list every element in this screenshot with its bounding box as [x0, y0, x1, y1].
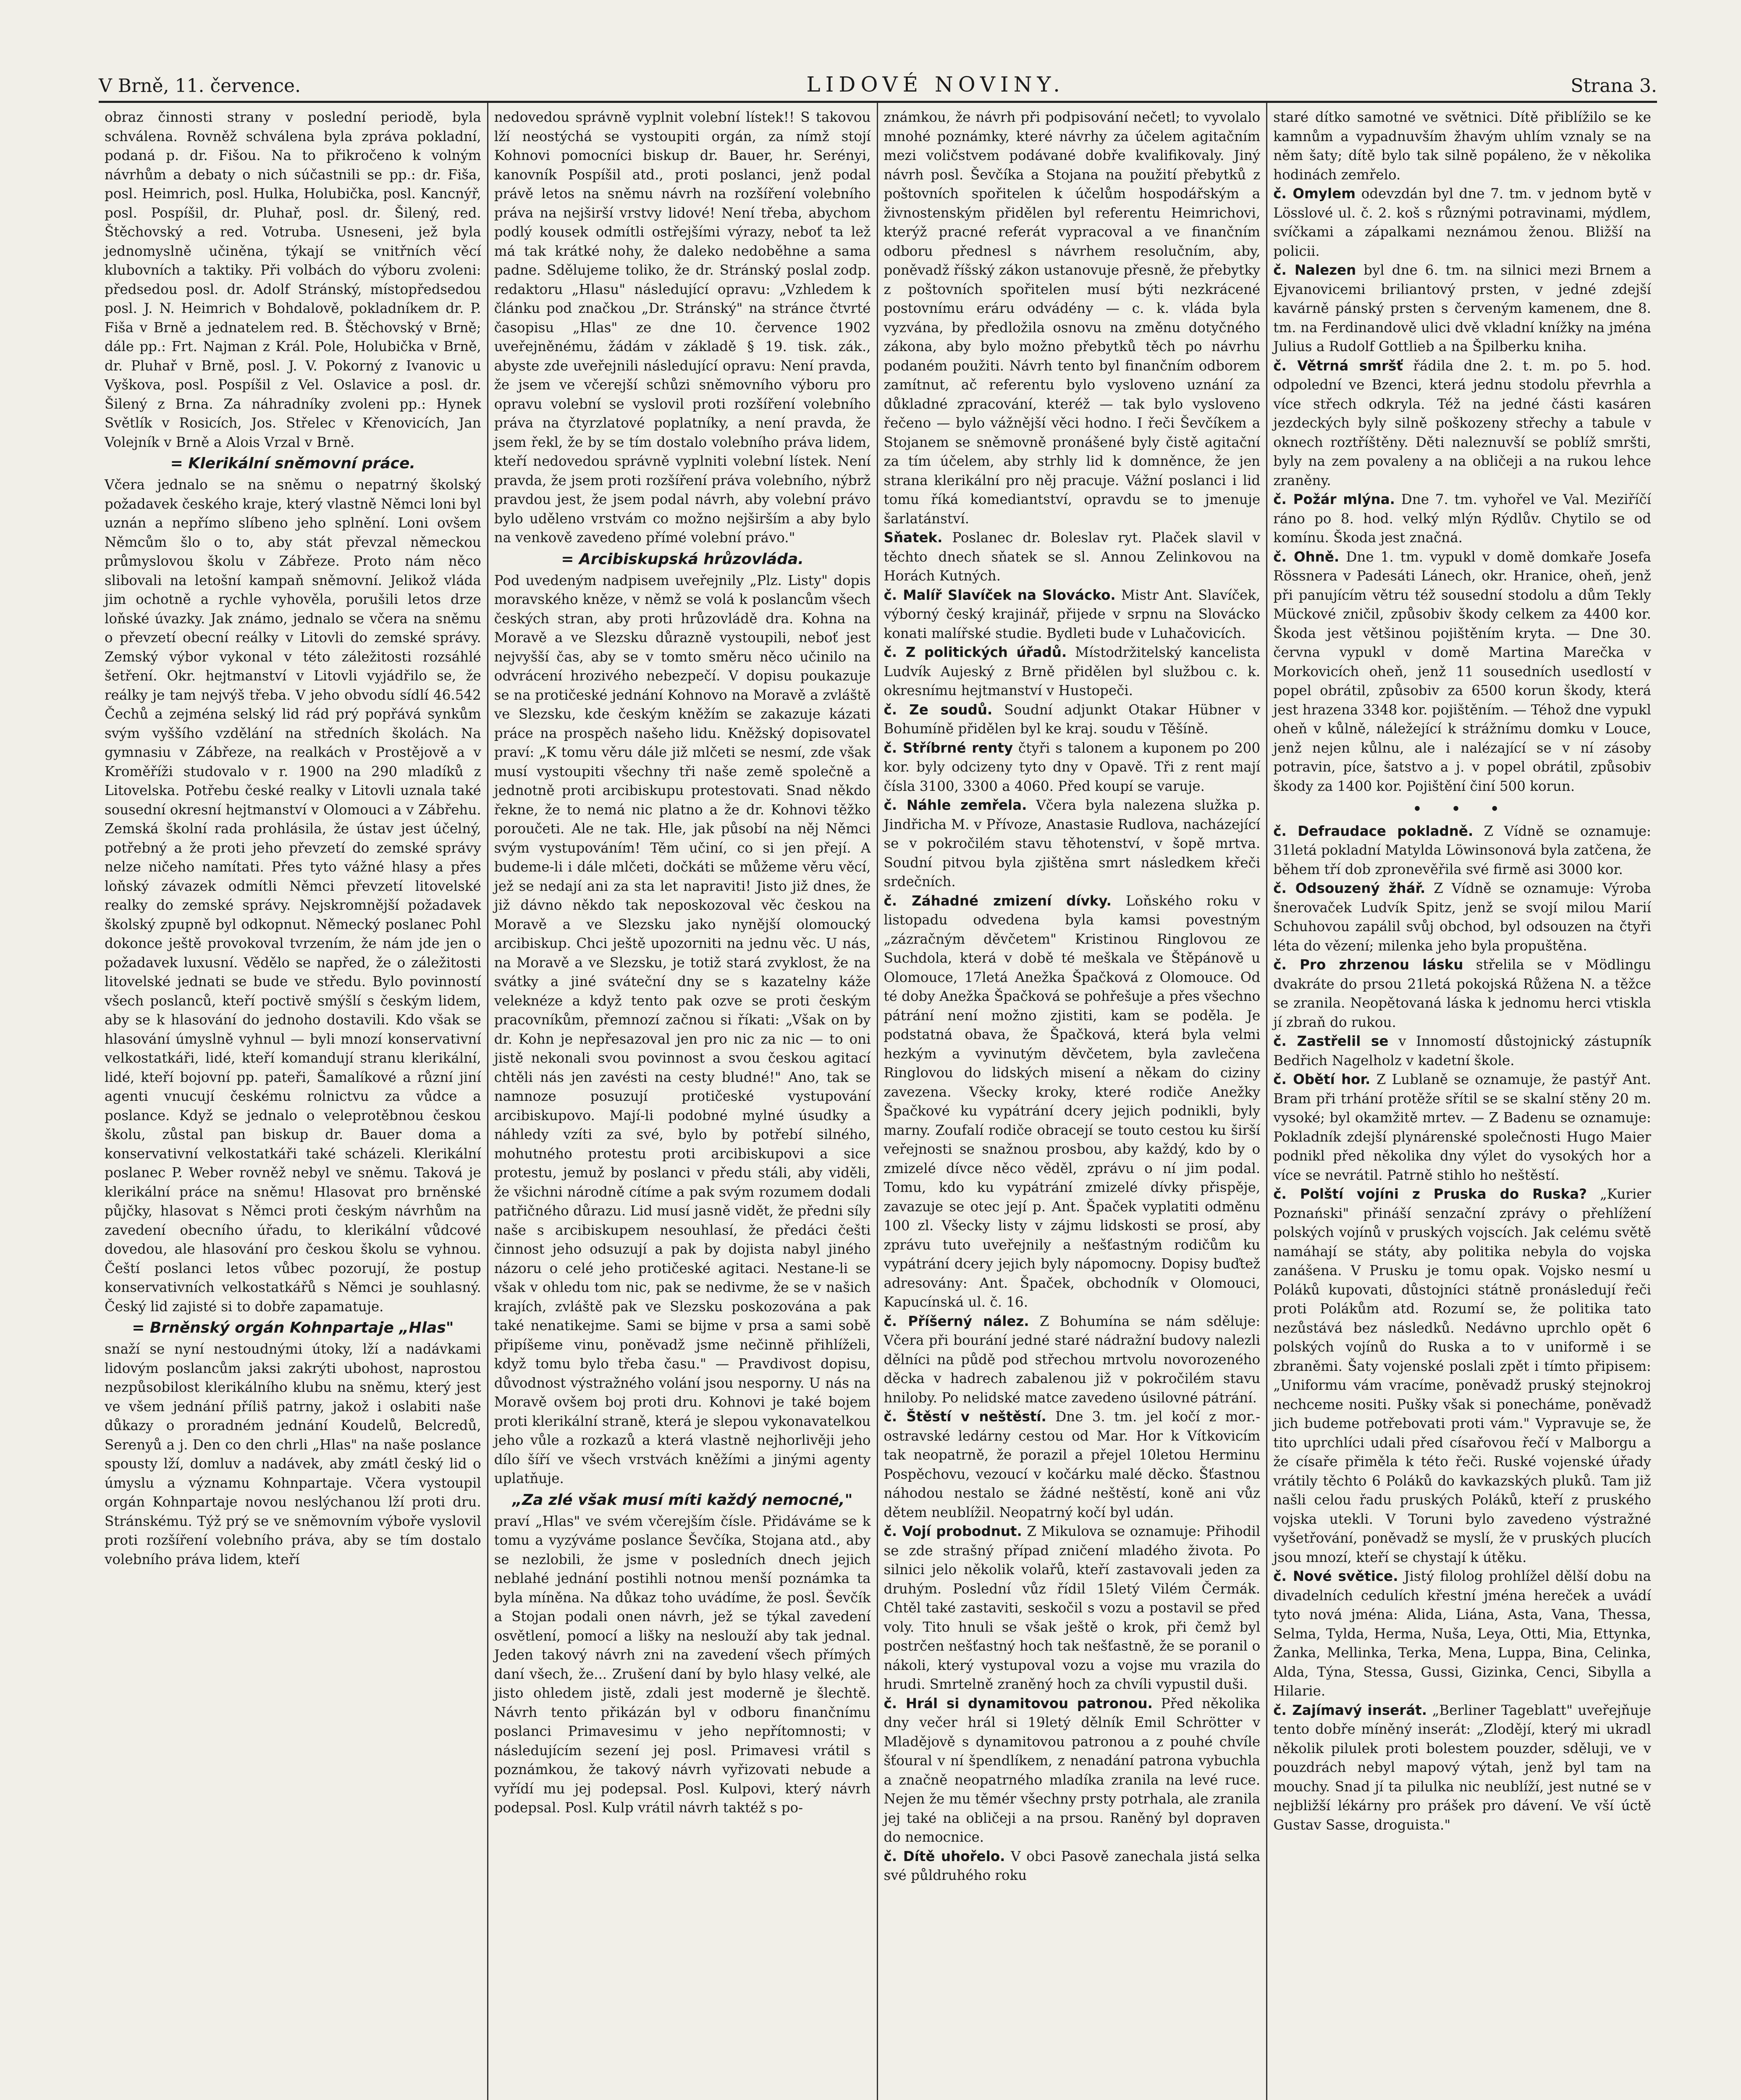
news-item-heading: č. Pro zhrzenou lásku	[1273, 957, 1463, 973]
news-item-text: Včera byla nalezena služka p. Jindřicha M. v Přívoze, Anastasie Rudlova, nacházející se v pokročilém stavu těhotenství, v šopě mrtva. Soudní pitvou byla zjištěna smrt následkem křeči srdečních.	[884, 797, 1261, 890]
news-item-heading: č. Záhadné zmizení dívky.	[884, 892, 1112, 909]
news-item-text: řádila dne 2. t. m. po 5. hod. odpolední ve Bzenci, která jednu stodolu převrhla a více střech odkryla. Též na jedné části kasáren jezdeckých byly silně poškozeny střechy a tabule v oknech roztříštěny. Děti naleznuvší se poblíž smršti, byly na zem povaleny a na obličeji a na rukou lehce zraněny.	[1273, 357, 1651, 488]
news-item-heading: č. Zajímavý inserát.	[1273, 1702, 1427, 1718]
news-item	[1273, 1070, 1651, 1185]
news-item-text: Loňského roku v listopadu odvedena byla kamsi povestným „zázračným děvčetem" Kristinou Ringlovou ze Suchdola, která v době té meškala ve Štěpánově u Olomouce, 17letá Anežka Špačková z Olomouce. Od té doby Anežka Špačková se pohřešuje a přes všechno pátrání není možno zjistiti, kam se poděla. Je podstatná obava, že Špačková, která byla velmi hezkým a vyvinutým děvčetem, byla zavlečena Ringlovou do lidských misení a někam do ciziny zavezena. Všecky kroky, které rodiče Anežky Špačkové ku vypátrání dcery jejich podnikli, byly marny. Zoufalí rodiče obracejí se touto cestou ku širší veřejnosti se snažnou prosbou, aby každý, kdo by o zmizelé dívce něco věděl, zprávu o ní jim podal. Tomu, kdo ku vypátrání zmizelé dívky přispěje, zavazuje se otec její p. Ant. Špaček vyplatiti odměnu 100 zl. Všecky listy v zájmu lidskosti se prosí, aby zprávu tuto uveřejnily a nešťastným rodičům ku vypátrání dcery jejich byly nápomocny. Dopisy buďtež adresovány: Ant. Špaček, obchodník v Olomouci, Kapucínská ul. č. 16.	[884, 892, 1261, 1310]
article-paragraph: snaží se nyní nestoudnými útoky, lží a nadávkami lidovým poslancům jaksi zakrýti ubohost, naprostou nezpůsobilost klerikálního klubu na sněmu, který jest ve všem jednání příliš patrny, jakož i oslabiti naše důkazy o proradném jednání Koudelů, Belcredů, Serenyů a j. Den co den chrli „Hlas" na naše poslance spousty lží, domluv a nadávek, aby zmátl český lid o úmyslu a významu Kohnpartaje. Včera vystoupil orgán Kohnpartaje novou neslýchanou lží proti dru. Stránskému. Týž prý se ve sněmovním výboře vyslovil proti rozšíření volebního práva, aby se tím dostalo volebního práva lidem, kteří	[105, 1341, 481, 1567]
news-item-text: Jistý filolog prohlížel dělší dobu na divadelních cedulích křestní jména hereček a uvádí tyto nová jména: Alida, Liána, Asta, Vana, Thessa, Selma, Tylda, Herma, Nuša, Leya, Otti, Mia, Ettynka, Žanka, Mellinka, Terka, Mena, Luppa, Bina, Celinka, Alda, Týna, Stessa, Gussi, Gizinka, Cenci, Sibylla a Hilarie.	[1273, 1568, 1651, 1699]
news-item-text: odevzdán byl dne 7. tm. v jednom bytě v Lösslové ul. č. 2. koš s různými potravinami, mýdlem, svíčkami a zápalkami neznámou ženou. Bližší na policii.	[1273, 186, 1651, 259]
news-item-text: Z Bohumína se nám sděluje: Včera při bourání jedné staré nádražní budovy nalezli dělníci na půdě pod střechou mrtvolu novorozeného děcka v hadrech zabalenou již v pokročilém stavu hniloby. Po nelidské matce zavedeno úsilovné pátrání.	[884, 1313, 1261, 1406]
news-item-heading: č. Obětí hor.	[1273, 1071, 1371, 1087]
news-item	[884, 1522, 1261, 1694]
page-number: Strana 3.	[1571, 75, 1657, 97]
news-item-heading: č. Náhle zemřela.	[884, 797, 1027, 813]
article-columns	[99, 103, 1657, 2100]
news-item	[1273, 1032, 1651, 1070]
news-item-text: Před několika dny večer hrál si 19letý dělník Emil Schrötter v Mladějově s dynamitovou patronou a z pouhé chvíle šťoural v ní špendlíkem, z nenadání patrona vybuchla a značně neopatrného mladíka zranila na levé ruce. Nejen že mu těmér všechny prsty potrhala, ale zranila jej také na obličeji a na prsou. Raněný byl dopraven do nemocnice.	[884, 1695, 1261, 1845]
news-item-heading: č. Z politických úřadů.	[884, 644, 1067, 660]
news-item-text: Poslanec dr. Boleslav ryt. Plaček slavil v těchto dnech sňatek se sl. Annou Zelinkovou na Horách Kutných.	[884, 530, 1261, 584]
dateline: V Brně, 11. července.	[99, 75, 301, 97]
news-item	[884, 739, 1261, 796]
news-item	[1273, 1185, 1651, 1567]
section-heading: = Arcibiskupská hrůzovláda.	[561, 550, 804, 568]
news-item	[1273, 490, 1651, 548]
news-item-text: čtyři s talonem a kuponem po 200 kor. byly odcizeny tyto dny v Opavě. Tři z rent mají čísla 3100, 3300 a 4060. Před koupí se varuje.	[884, 740, 1261, 794]
news-item-text: Místodržitelský kancelista Ludvík Aujeský z Brně přidělen byl službou c. k. okresnímu hejtmanství v Hustopeči.	[884, 644, 1261, 698]
news-item-heading: č. Ohně.	[1273, 549, 1340, 565]
masthead	[99, 0, 1657, 103]
news-item-heading: č. Dítě uhořelo.	[884, 1848, 1005, 1864]
news-item-heading: č. Požár mlýna.	[1273, 491, 1395, 507]
news-item	[884, 701, 1261, 739]
news-item-heading: č. Vojí probodnut.	[884, 1523, 1022, 1539]
news-item-text: střelila se v Mödlingu dvakráte do prsou 21letá pokojská Růžena N. a těžce se zranila. Neopětovaná láska k jednomu herci vtiskla jí zbraň do rukou.	[1273, 957, 1651, 1030]
article-paragraph: nedovedou správně vyplnit volební lístek!! S takovou lží neostýchá se vystoupiti orgán, za nímž stojí Kohnovi pomocníci biskup dr. Bauer, hr. Serényi, kanovník Pospíšil atd., proti poslanci, jenž podal právě letos na sněmu návrh na rozšíření volebního práva na nejširší vrstvy lidové! Není třeba, abychom podlý kousek odmítli ostřejšími výrazy, neboť ta lež má tak krátké nohy, že daleko nedoběhne a sama padne. Sdělujeme toliko, že dr. Stránský poslal zodp. redaktoru „Hlasu" následující opravu: „Vzhledem k článku pod značkou „Dr. Stránský" na stránce čtvrté časopisu „Hlas" ze dne 10. července 1902 uveřejněnému, žádám v základě § 19. tisk. zák., abyste zde uveřejnili následující opravu: Není pravda, že jsem ve včerejší schůzi sněmovního výboru pro opravu volební se vyslovil proti rozšíření volebního práva na čtyrzlatové poplatníky, a není pravda, že jsem řekl, že by se tím dostalo volebního práva lidem, kteří nedovedou správně vyplniti volební lístek. Není pravda, že jsem proti rozšíření práva volebního, nýbrž pravdou jest, že jsem podal návrh, aby volební právo bylo uděleno vrstvám co možno nejširším a aby bylo na venkově zavedeno přímé volební právo."	[494, 109, 871, 546]
news-item	[884, 1694, 1261, 1847]
news-item	[1273, 357, 1651, 491]
news-item-text: byl dne 6. tm. na silnici mezi Brnem a Ejvanovicemi briliantový prsten, v jedné zdejší kavárně pánský prsten s červeným kamenem, dne 8. tm. na Ferdinandově ulici dvě vkladní knížky na jména Julius a Rudolf Gottlieb a na Špilberku kniha.	[1273, 262, 1651, 354]
news-item-heading: č. Omylem	[1273, 186, 1356, 202]
section-heading: = Klerikální sněmovní práce.	[170, 455, 416, 472]
article-paragraph: Pod uvedeným nadpisem uveřejnily „Plz. Listy" dopis moravského kněze, v němž se volá k poslancům všech českých stran, aby proti hrůzovládě dra. Kohna na Moravě a ve Slezsku důrazně vystoupili, neboť jest nejvyšší čas, aby se v tomto směru něco učinilo na odvrácení hrozivého nebezpečí. V dopisu poukazuje se na protičeské jednání Kohnovo na Moravě a zvláště ve Slezsku, kde českým kněžím se zakazuje kázati práce na prospěch našeho lidu. Kněžský dopisovatel praví: „K tomu věru dále již mlčeti se nesmí, zde však musí vystoupiti všechny tři naše země společně a jednotně proti arcibiskupu protestovati. Snad někdo řekne, že to nemá nic platno a že dr. Kohnovi těžko poroučeti. Ale ne tak. Hle, jak působí na něj Němci svým vystupováním! Těm učiní, co si jen přejí. A budeme-li i dále mlčeti, dočkáti se můžeme věru věcí, jež se nedají ani za sta let napraviti! Jisto již dnes, že již dávno někdo tak neposkozoval věc českou na Moravě a ve Slezsku jako nynější olomoucký arcibiskup. Chci ještě upozorniti na jednu věc. U nás, na Moravě a ve Slezsku, je totiž stará zvyklost, že na svátky a jiné sváteční dny se s kazatelny káže veleknéze a když tento pak ozve se proti českým pracovníkům, přemnozí začnou si říkati: „Však on by dr. Kohn je nepřesazoval jen pro nic za nic — to oni jistě nekonali svou povinnost a svou českou agitací chtěli nás jen zavésti na cesty bludné!" Ano, tak se namnoze posuzují protičeské vystupování arcibiskupovo. Mají-li podobné mylné úsudky a náhledy vzíti za své, bylo by potřebí silného, mohutného protestu proti arcibiskupovi a sice protestu, jemuž by poslanci v předu stáli, aby viděli, že všichni národně cítíme a pak svým rozumem dodali patřičného důrazu. Lid musí jasně vidět, že předni síly naše s arcibiskupem nesouhlasí, že předáci češti činnost jeho odsuzují a pak by dojista nabyl jiného názoru o celé jeho protičeské agitaci. Nestane-li se však v ohledu tom nic, pak se nedivme, že se v našich krajích, zvláště pak ve Slezsku poskozována a pak také nenatikejme. Sami se bijme v prsa a sami sobě připíšeme vinu, poněvadž jsme nečinně přihlíželi, když tomu bylo třeba času." — Pravdivost dopisu, důvodnost výstražného volání jsou nesporny. U nás na Moravě ovšem boj proti dru. Kohnovi je také bojem proti klerikální straně, která je slepou vykonavatelkou jeho vůle a rozkazů a která vlastně nejhorlivěji jeho dílo šíří ve všech vrstvách kněžími a jinými agenty uplatňuje.	[494, 572, 871, 1486]
news-item	[1273, 956, 1651, 1032]
news-item	[884, 643, 1261, 701]
article-paragraph: Včera jednalo se na sněmu o nepatrný školský požadavek českého kraje, který vlastně Němci loni byl uznán a nepřímo slíbeno jeho splnění. Loni ovšem Němcům šlo o to, aby stát převzal německou průmyslovou školu v Zábřeze. Proto nám něco slibovali na letošní kampaň sněmovní. Jelikož vláda jim ochotně a rychle vyhověla, porušili letos drze loňské úvazky. Jak známo, jednalo se včera na sněmu o převzetí obecní reálky v Litovli do zemské správy. Zemský výbor vykonal v této záležitosti rozsáhlé šetření. Okr. hejtmanství v Litovli vyjádřilo se, že reálky je tam nejvýš třeba. V jeho obvodu sídlí 46.542 Čechů a zejména selský lid rád prý popřává synkům svým vyššího vzdělání na středních školách. Na gymnasiu v Zábřeze, na realkách v Prostějově a v Kroměříži studovalo v r. 1900 na 290 mladíků z Litovelska. Potřebu české realky v Litovli uznala také sousední okresní hejtmanství v Olomouci a v Zábřehu. Zemská školní rada prohlásila, že ústav jest účelný, potřebný a že proti jeho převzetí do zemské správy nelze ničeho namítati. Přes tyto vážné hlasy a přes loňský závazek odmítli Němci převzetí litovelské realky do zemské správy. Nejskromnější požadavek školský zpupně byl odkopnut. Německý poslanec Pohl dokonce ještě provokoval tvrzením, že nám jde jen o požadavek luxusní. Vědělo se napřed, že o záležitosti litovelské jednati se bude ve středu. Bylo povinností všech poslanců, kteří poctivě smýšlí s českým lidem, aby se k hlasování do jednoho dostavili. Kdo však se hlasování úmyslně vyhnul — byli mnozí konservativní velkostatkáři, lidé, kteří komandují stranu klerikální, lidé, kteří bojovní pp. pateři, Šamalíkové a různí jiní agenti vnucují českému rolnictvu za vůdce a poslance. Když se jednalo o veleprotěbnou českou školu, zůstal pan biskup dr. Bauer doma a konservativní velkostatkáři také scházeli. Klerikální poslanec P. Weber rovněž nebyl ve sněmu. Taková je klerikální práce na sněmu! Hlasovat pro brněnské půjčky, hlasovat s Němci proti českým návrhům na zavedení obecního úřadu, to klerikální vůdcové dovedou, ale hlasování pro českou školu se vyhnou. Čeští poslanci letos vůbec pozorují, že postup konservativních velkostatkářů s Němci je souhlasný. Český lid zajisté si to dobře zapamatuje.	[105, 477, 481, 1315]
news-item-text: V obci Pasově zanechala jistá selka své půldruhého roku	[884, 1848, 1261, 1883]
news-item-text: Z Lublaně se oznamuje, že pastýř Ant. Bram při trhání protěže sřítil se se skalní stěny 20 m. vysoké; byl okamžitě mrtev. — Z Badenu se oznamuje: Pokladník zdejší plynárenské společnosti Hugo Maier podnikl před několika dny výlet do vysokých hor a více se nevrátil. Patrně stihlo ho neštěstí.	[1273, 1071, 1651, 1183]
news-item-heading: č. Nové světice.	[1273, 1568, 1398, 1584]
news-item-text: Z Mikulova se oznamuje: Přihodil se zde strašný případ zničení mladého života. Po silnici jelo několik volařů, kteří zastavovali jeden za druhým. Poslední vůz řídil 15letý Vilém Čermák. Chtěl také zastaviti, seskočil s vozu a postavil se před voly. Tito hnuli se však ještě o krok, při čemž byl postrčen nešťastný hoch tak nešťastně, že se poranil o nákoli, který vystupoval vozu a vojse mu vrazila do hrudi. Smrtelně zraněný hoch za chvíli vypustil duši.	[884, 1523, 1261, 1692]
news-item	[1273, 184, 1651, 261]
news-item	[884, 1407, 1261, 1522]
column-2	[488, 103, 878, 2100]
news-item-heading: č. Zastřelil se	[1273, 1033, 1389, 1049]
news-item-heading: č. Polští vojíni z Pruska do Ruska?	[1273, 1186, 1587, 1202]
column-4	[1267, 103, 1657, 2100]
column-1	[99, 103, 488, 2100]
article-paragraph: staré dítko samotné ve světnici. Dítě přiblížilo se ke kamnům a vypadnuvším žhavým uhlím vznaly se na něm šaty; dítě bylo tak silně popáleno, že v několika hodinách zemřelo.	[1273, 109, 1651, 183]
news-item	[1273, 548, 1651, 796]
news-item-heading: Sňatek.	[884, 530, 943, 546]
news-item-text: „Berliner Tageblatt" uveřejňuje tento dobře míněný inserát: „Zlodějí, který mi ukradl několik pilulek proti bolestem pouzder, sděluji, ve v pouzdrách nebyl mapový výtah, jenž byl tam na mouchy. Snad jí ta pilulka nic neublíží, jest nutné se v nejbližší lékárny pro prášek pro dávení. Ve vší úctě Gustav Sasse, droguista."	[1273, 1702, 1651, 1833]
news-item-text: Z Vídně se oznamuje: Výroba šnerovaček Ludvík Spitz, jenž se svojí milou Marií Schuhovou zapálil svůj obchod, byl odsouzen na čtyři léta do vězení; milenka jeho byla propuštěna.	[1273, 880, 1651, 954]
news-item-text: „Kurier Poznański" přináší senzační zprávy o přehlížení polských vojínů v pruských vojscích. Jak celému světě namáhají se státy, aby politika nebyla do vojska zanášena. V Prusku je tomu opak. Vojsko nesmí u Poláků kupovati, důstojníci státně pronásledují řeči proti Polákům atd. Rozumí se, že politika tato nezůstává bez následků. Nedávno uprchlo opět 6 polských vojínů do Ruska a to v uniformě i se zbraněmi. Šaty vojenské poslali zpět i tímto připisem: „Uniformu vám vracíme, poněvadž pruský stejnokroj nechceme nositi. Pušky však si ponecháme, poněvadž jich budeme potřebovati proti vám." Vypravuje se, že tito uprchlíci udali před císařovou řečí v Malborgu a že císaře přiměla k této řeči. Ruské vojenské úřady vrátily těchto 6 Poláků do kavkazských pluků. Tam již našli celou řadu pruských Poláků, kteří z pruského vojska utekli. V Toruni bylo zavedeno výstražné vyšetřování, poněvadž se myslí, že v pruských plucích jsou mnozí, kteří se chystají k útěku.	[1273, 1186, 1651, 1565]
news-item-heading: č. Stříbrné renty	[884, 740, 1013, 756]
news-item-text: Mistr Ant. Slavíček, výborný český krajinář, přijede v srpnu na Slovácko konati malířské studie. Bydleti bude v Luhačovicích.	[884, 587, 1261, 641]
article-paragraph: obraz činnosti strany v poslední periodě, byla schválena. Rovněž schválena byla zpráva pokladní, podaná p. dr. Fišou. Na to přikročeno k volným návrhům a debaty o nich súčastnili se pp.: dr. Fiša, posl. Heimrich, posl. Hulka, Holubička, posl. Kancnýř, posl. Pospíšil, dr. Pluhař, posl. dr. Šilený, red. Štěchovský a red. Votruba. Usneseni, jež byla jednomyslně učiněna, týkají se vnitřních věcí klubovních a taktiky. Při volbách do výboru zvoleni: předsedou posl. dr. Adolf Stránský, místopředsedou posl. J. N. Heimrich v Bohdalově, pokladníkem dr. P. Fiša v Brně a jednatelem red. B. Štěchovský v Brně; dále pp.: Frt. Najman z Král. Pole, Holubička v Brně, dr. Pluhař v Brně, posl. J. V. Pokorný z Ivanovic u Vyškova, posl. Pospíšil z Vel. Oslavice a posl. dr. Šilený z Brna. Za náhradníky zvoleni pp.: Hynek Světlík v Rosicích, Jos. Střelec v Křenovicích, Jan Volejník v Brně a Alois Vrzal v Brně.	[105, 109, 481, 450]
news-item	[884, 796, 1261, 892]
news-item	[1273, 261, 1651, 357]
news-item	[884, 586, 1261, 643]
news-item-heading: č. Hrál si dynamitovou patronou.	[884, 1695, 1153, 1712]
news-item-heading: č. Větrná smršť	[1273, 357, 1403, 374]
news-item	[884, 528, 1261, 586]
news-item-text: Dne 3. tm. jel kočí z mor.-ostravské ledárny cestou od Mar. Hor k Vítkovicím tak neopatrně, že porazil a přejel 10letou Herminu Pospěchovu, vezoucí v kočárku malé děcko. Šťastnou náhodou nestalo se žádné neštěstí, koně ani vůz dětem neublížil. Neopatrný kočí byl udán.	[884, 1409, 1261, 1520]
news-item-heading: č. Příšerný nález.	[884, 1313, 1029, 1329]
news-item	[1273, 879, 1651, 956]
article-paragraph: praví „Hlas" ve svém včerejším čísle. Přidáváme se k tomu a vyzýváme poslance Ševčíka, Stojana atd., aby se nezlobili, že jsme v posledních dnech jejich neblahé jednání postihli notnou menší poznámka ta byla míněna. Na důkaz toho uvádíme, že posl. Ševčík a Stojan podali onen návrh, jež se týkal zavedení osvětlení, pomocí a lišky na neslouží aby tak jednal. Jeden takový návrh zni na zavedení všech přímých daní všech, že... Zrušení daní by bylo hlasy velké, ale jisto ohledem jistě, zdali jest moderně je šlechtě. Návrh tento přikázán byl v odboru finančnímu poslanci Primavesimu v jeho nepřítomnosti; v následujícím sezení jej posl. Primavesi vrátil s poznámkou, že takový návrh vyřizovati nebude a vyřídí mu jej podepsal. Posl. Kulpovi, který návrh podepsal. Posl. Kulp vrátil návrh taktéž s po-	[494, 1513, 871, 1816]
article-paragraph: známkou, že návrh při podpisování nečetl; to vyvolalo mnohé poznámky, které návrhy za účelem agitačním mezi voličstvem podávané dobře kvalifikovaly. Jiný návrh posl. Ševčíka a Stojana na použití přebytků z poštovních spořitelen k účelům hospodářským a živnostenským přidělen byl referentu Heimrichovi, kterýž pracné referát vypracoval a ve finančním odboru přednesl s návrhem resolučním, aby, poněvadž říšský zákon ustanovuje přesně, že přebytky z poštovních spořitelen musí býti nezkrácené postovnímu eráru odvádény — c. k. vláda byla vyzvána, by předložila osnovu na změnu dotyčného zákona, aby bylo možno přebytků těch po návrhu podaném použiti. Návrh tento byl finančním odborem zamítnut, ač referentu bylo vysloveno uznání za důkladné zpracování, kteréž — tak bylo vysloveno řečeno — bylo vážnější věci hodno. I řeči Ševčíkem a Stojanem se sněmovně pronášené byly čistě agitační za tím účelem, aby strhly lid k domněnce, že jen strana klerikální pro něj pracuje. Vážní poslanci i lid tomu říká komediantství, opravdu se to jmenuje šarlatánství.	[884, 109, 1261, 527]
section-separator: • • •	[1413, 801, 1512, 817]
news-item-heading: č. Defraudace pokladně.	[1273, 823, 1474, 839]
news-item-text: Dne 1. tm. vypukl v domě domkaře Josefa Rössnera v Padesáti Lánech, okr. Hranice, oheň, jenž při panujícím větru též sousední stodolu a dům Tekly Mückové zničil, způsobiv škody celkem za 4400 kor. Škoda jest většinou pojištěním kryta. — Dne 30. června vypukl v domě Martina Marečka v Morkovicích oheň, jenž 11 sousedních usedlostí v popel obrátil, způsobiv za 6500 korun škody, která jest hrazena 3348 kor. pojištěním. — Téhož dne vypukl oheň v kůlně, náležející k strážnímu domku v Louce, jenž nejen kůlnu, ale i nalézající se v ní zásoby potravin, píce, šatstvo a j. v popel obrátil, způsobiv škody za 1400 kor. Pojištění činí 500 korun.	[1273, 549, 1651, 794]
news-item-heading: č. Nalezen	[1273, 262, 1356, 278]
newspaper-title: LIDOVÉ NOVINY.	[806, 72, 1065, 97]
news-item-text: v Innomostí důstojnický zástupník Bedřich Nagelholz v kadetní škole.	[1273, 1033, 1651, 1068]
news-item-heading: č. Malíř Slavíček na Slovácko.	[884, 587, 1116, 603]
news-item	[1273, 1567, 1651, 1701]
section-heading: „Za zlé však musí míti každý nemocné,"	[512, 1491, 853, 1509]
news-item-heading: č. Odsouzený žhář.	[1273, 880, 1426, 896]
news-item-text: Soudní adjunkt Otakar Hübner v Bohumíně přidělen byl ke kraj. soudu v Těšíně.	[884, 701, 1261, 737]
news-item	[884, 892, 1261, 1312]
news-item	[884, 1847, 1261, 1885]
news-item-heading: č. Štěstí v neštěstí.	[884, 1409, 1046, 1425]
news-item	[1273, 822, 1651, 879]
column-3	[878, 103, 1268, 2100]
news-item-text: Z Vídně se oznamuje: 31letá pokladní Matylda Löwinsonová byla zatčena, že během tří dob zpronevěřila své firmě asi 3000 kor.	[1273, 823, 1651, 877]
section-heading: = Brněnský orgán Kohnpartaje „Hlas"	[132, 1319, 454, 1336]
news-item	[884, 1312, 1261, 1408]
news-item-text: Dne 7. tm. vyhořel ve Val. Meziříčí ráno po 8. hod. velký mlýn Rýdlův. Chytilo se od komínu. Škoda jest značná.	[1273, 491, 1651, 546]
news-item-heading: č. Ze soudů.	[884, 701, 993, 718]
news-item	[1273, 1701, 1651, 1835]
